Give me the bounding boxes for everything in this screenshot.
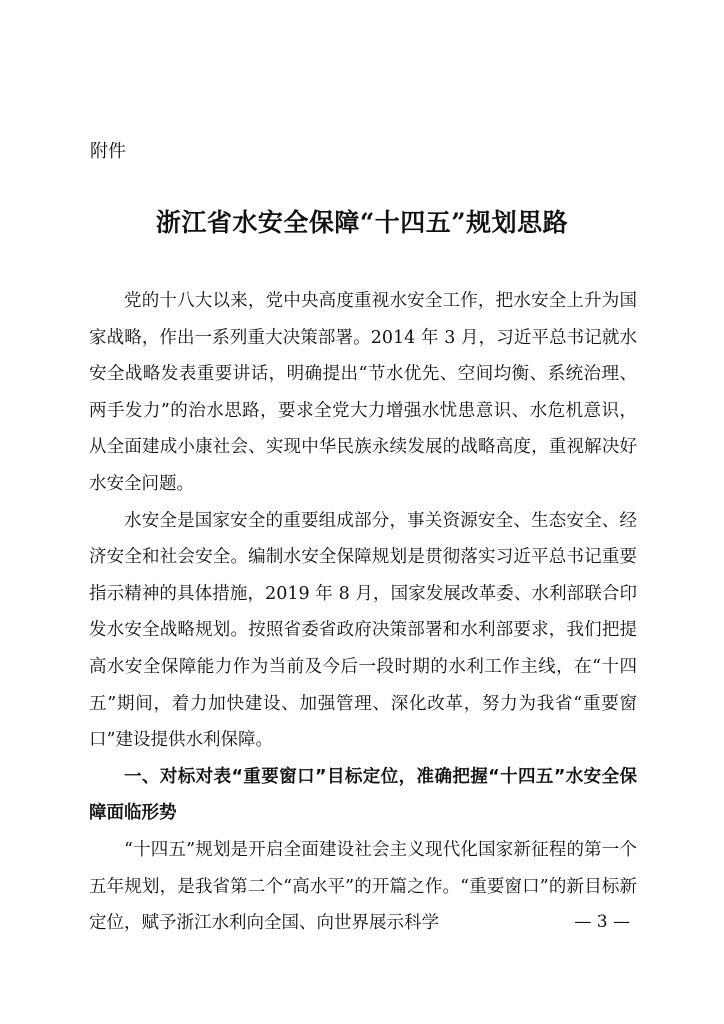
page-number: — 3 — bbox=[574, 912, 630, 932]
paragraph-3: “十四五”规划是开启全面建设社会主义现代化国家新征程的第一个五年规划，是我省第二个“高水平”的开篇之作。“重要窗口”的新目标新定位，赋予浙江水利向全国、向世界展示科学 bbox=[89, 839, 637, 934]
document-body bbox=[89, 283, 637, 942]
section-heading-1: 一、对标对表“重要窗口”目标定位，准确把握“十四五”水安全保障面临形势 bbox=[89, 766, 637, 824]
paragraph-2: 水安全是国家安全的重要组成部分，事关资源安全、生态安全、经济安全和社会安全。编制水安全保障规划是贯彻落实习近平总书记重要指示精神的具体措施，2019 年 8 月，国家发展改革委、水利部联合印发水安全战略规划。按照省委省政府决策部署和水利部要求，我们把提高水安全保障能力作为当前及今后一段时期的水利工作主线，在“十四五”期间，着力加快建设、加强管理、深化改革，努力为我省“重要窗口”建设提供水利保障。 bbox=[89, 510, 637, 751]
attachment-label: 附件 bbox=[90, 141, 126, 162]
paragraph-1: 党的十八大以来，党中央高度重视水安全工作，把水安全上升为国家战略，作出一系列重大决策部署。2014 年 3 月，习近平总书记就水安全战略发表重要讲话，明确提出“节水优先、空间均衡、系统治理、两手发力”的治水思路，要求全党大力增强水忧患意识、水危机意识，从全面建成小康社会、实现中华民族永续发展的战略高度，重视解决好水安全问题。 bbox=[89, 291, 637, 494]
document-title: 浙江省水安全保障“十四五”规划思路 bbox=[155, 208, 569, 237]
